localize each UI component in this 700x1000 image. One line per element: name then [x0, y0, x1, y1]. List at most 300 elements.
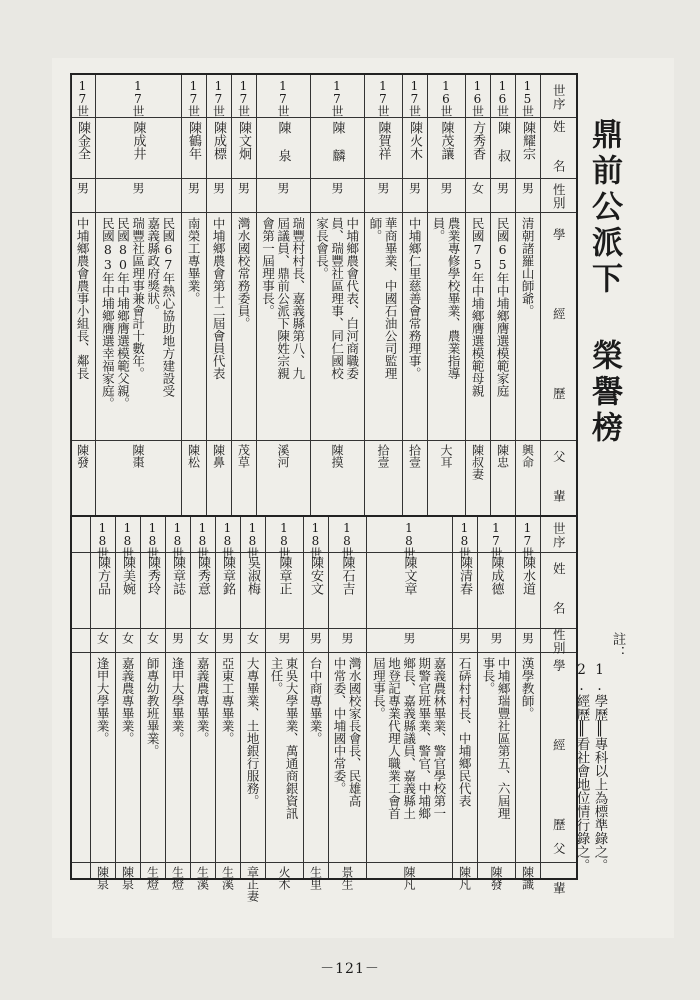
name-text: 陳方品: [95, 556, 110, 595]
father-text: 陳忠: [495, 444, 510, 468]
cell-sex: [265, 632, 303, 650]
sex-text: 男: [236, 182, 251, 194]
cell-experience: [515, 217, 540, 437]
cell-name: [165, 556, 190, 626]
name-text: 陳金全: [75, 121, 90, 160]
name-text: 陳 泉: [275, 121, 291, 162]
cell-sex: [452, 632, 477, 650]
cell-experience: [95, 217, 181, 437]
cell-gen: [402, 79, 427, 115]
cell-father: [140, 866, 165, 890]
cell-sex: [256, 182, 310, 210]
header-sex: [540, 182, 576, 210]
cell-name: [328, 556, 366, 626]
note-label: 註：: [609, 632, 626, 659]
cell-sex: [515, 182, 540, 210]
cell-sex: [364, 182, 402, 210]
experience-line: 灣水國校常務委員。: [236, 217, 252, 330]
experience-line: 逢甲大學畢業。: [95, 657, 111, 745]
cell-name: [515, 121, 540, 176]
cell-sex: [90, 632, 115, 650]
cell-experience: [90, 657, 115, 859]
name-text: 陳賀祥: [375, 121, 391, 160]
cell-gen: [140, 521, 165, 558]
cell-experience: [364, 217, 402, 437]
cell-gen: [452, 521, 477, 558]
cell-name: [190, 556, 215, 626]
header-gen: [540, 521, 576, 550]
father-text: 茂草: [236, 444, 251, 468]
cell-father: [402, 444, 427, 513]
gen-text: 17世: [520, 521, 535, 558]
cell-name: [452, 556, 477, 626]
gen-text: 18世: [220, 521, 235, 558]
cell-name: [256, 121, 310, 176]
experience-line: 嘉義農專畢業。: [195, 657, 211, 745]
sex-text: 男: [457, 632, 472, 644]
name-text: 陳秀玲: [145, 556, 160, 595]
page-title: 鼎前公派下 榮譽榜: [586, 118, 622, 447]
sex-text: 女: [245, 632, 260, 644]
cell-sex: [328, 632, 366, 650]
cell-experience: [310, 217, 364, 437]
name-text: 方秀香: [470, 121, 485, 160]
header-sex-label: 性別: [551, 627, 567, 655]
name-text: 陳秀意: [195, 556, 210, 595]
gen-text: 17世: [276, 79, 290, 116]
name-text: 陳美婉: [120, 556, 135, 595]
name-text: 陳茂讓: [438, 121, 454, 160]
sex-text: 男: [376, 182, 390, 194]
cell-father: [310, 444, 364, 513]
cell-experience: [190, 657, 215, 859]
sex-text: 女: [195, 632, 210, 644]
sex-text: 男: [220, 632, 235, 644]
cell-gen: [490, 79, 515, 115]
cell-experience: [402, 217, 427, 437]
father-text: 陳鼻: [211, 444, 226, 468]
cell-sex: [115, 632, 140, 650]
cell-gen: [70, 79, 95, 115]
name-text: 陳火木: [407, 121, 422, 160]
cell-experience: [265, 657, 303, 859]
father-text: 陳發: [489, 866, 503, 890]
experience-line: 華商畢業、中國石油公司監理: [383, 217, 399, 380]
row-divider: [72, 117, 576, 118]
name-text: 陳石吉: [339, 556, 355, 595]
name-text: 陳水道: [520, 556, 535, 595]
cell-father: [115, 866, 140, 890]
cell-gen: [115, 521, 140, 558]
cell-experience: [140, 657, 165, 859]
experience-line: 民國67年熱心協助地方建設受: [160, 217, 176, 397]
cell-father: [240, 866, 265, 902]
row-divider: [72, 440, 576, 441]
cell-experience: [328, 657, 366, 859]
sex-text: 男: [75, 182, 90, 194]
name-text: 陳文炯: [236, 121, 251, 160]
sex-text: 男: [520, 182, 535, 194]
cell-sex: [427, 182, 465, 210]
sex-text: 男: [402, 632, 416, 644]
cell-father: [190, 866, 215, 890]
experience-line: 南榮工專畢業。: [186, 217, 202, 305]
cell-gen: [206, 79, 231, 115]
note-line-1: 1.學歷║專科以上為標準錄之。: [591, 662, 608, 872]
father-text: 拾壹: [407, 444, 422, 468]
gen-text: 16世: [439, 79, 453, 116]
cell-father: [477, 866, 515, 890]
cell-name: [95, 121, 181, 176]
header-father: [540, 444, 576, 513]
gen-text: 18世: [308, 521, 323, 558]
cell-sex: [465, 182, 490, 210]
gen-text: 17世: [75, 79, 90, 116]
cell-name: [265, 556, 303, 626]
sex-text: 男: [170, 632, 185, 644]
cell-experience: [256, 217, 310, 437]
experience-line: 中埔鄉農會農事小組長、鄰長: [75, 217, 91, 380]
cell-experience: [206, 217, 231, 437]
gen-text: 17世: [186, 79, 201, 116]
cell-experience: [303, 657, 328, 859]
cell-sex: [303, 632, 328, 650]
sex-text: 男: [276, 182, 290, 194]
cell-name: [310, 121, 364, 176]
experience-line: 事長。: [481, 657, 496, 695]
header-name: [540, 556, 576, 626]
sex-text: 男: [489, 632, 503, 644]
cell-name: [70, 121, 95, 176]
experience-line: 民國83年中埔鄉膺選幸福家庭。: [100, 217, 116, 410]
father-text: 生燈: [170, 866, 185, 890]
header-gen-label: 世序: [551, 522, 567, 549]
name-text: 陳成德: [488, 556, 504, 595]
cell-sex: [181, 182, 206, 210]
name-text: 陳成井: [130, 121, 146, 160]
father-text: 火木: [277, 866, 291, 890]
name-text: 陳章正: [276, 556, 292, 595]
father-text: 拾壹: [376, 444, 390, 468]
father-text: 生溪: [195, 866, 210, 890]
cell-gen: [240, 521, 265, 558]
cell-experience: [427, 217, 465, 437]
cell-experience: [465, 217, 490, 437]
cell-father: [165, 866, 190, 890]
experience-line: 漢學教師。: [520, 657, 536, 720]
cell-gen: [165, 521, 190, 558]
experience-line: 亞東工專畢業。: [220, 657, 236, 745]
father-text: 陳棗: [131, 444, 145, 468]
gen-text: 16世: [495, 79, 510, 116]
gen-text: 18世: [245, 521, 260, 558]
gen-text: 18世: [120, 521, 135, 558]
header-father: [540, 842, 576, 900]
father-text: 陳泉: [120, 866, 135, 890]
cell-father: [452, 866, 477, 890]
name-text: 陳清春: [457, 556, 472, 595]
cell-sex: [206, 182, 231, 210]
gen-text: 18世: [340, 521, 354, 558]
cell-sex: [310, 182, 364, 210]
gen-text: 16世: [470, 79, 485, 116]
father-text: 陳發: [75, 444, 90, 468]
cell-father: [95, 444, 181, 513]
cell-experience: [70, 217, 95, 437]
cell-sex: [190, 632, 215, 650]
name-text: 陳文章: [401, 556, 417, 595]
sex-text: 男: [340, 632, 354, 644]
cell-gen: [95, 79, 181, 115]
cell-sex: [70, 182, 95, 210]
father-text: 景生: [340, 866, 354, 890]
header-sex: [540, 627, 576, 655]
cell-father: [256, 444, 310, 513]
cell-experience: [181, 217, 206, 437]
experience-line: 中埔鄉仁里慈善會常務理事。: [407, 217, 423, 380]
cell-father: [206, 444, 231, 513]
cell-sex: [477, 632, 515, 650]
experience-line: 師專幼教班畢業。: [145, 657, 161, 757]
father-text: 陳識: [520, 866, 535, 890]
cell-father: [215, 866, 240, 890]
sex-text: 男: [407, 182, 422, 194]
experience-line: 員。: [431, 217, 446, 242]
cell-name: [215, 556, 240, 626]
header-father-label: 父 輩: [551, 449, 567, 508]
experience-line: 屆理事長。: [371, 657, 387, 720]
cell-experience: [215, 657, 240, 859]
experience-line: 屆議員、鼎前公派下陳姓宗親: [275, 217, 291, 380]
cell-father: [364, 444, 402, 513]
cell-father: [465, 444, 490, 513]
experience-line: 鄉長、嘉義縣議員、嘉義縣土: [401, 657, 417, 820]
header-exp-label: 學 經 歷: [551, 659, 567, 857]
cell-gen: [215, 521, 240, 558]
gen-text: 17世: [236, 79, 251, 116]
cell-sex: [95, 182, 181, 210]
cell-experience: [452, 657, 477, 859]
sex-text: 女: [95, 632, 110, 644]
cell-experience: [115, 657, 140, 859]
sex-text: 女: [470, 182, 485, 194]
cell-name: [465, 121, 490, 176]
experience-line: 中埔鄉農會第十二屆會員代表: [211, 217, 227, 380]
cell-father: [231, 444, 256, 513]
cell-experience: [477, 657, 515, 859]
cell-experience: [231, 217, 256, 437]
cell-experience: [366, 657, 452, 859]
father-text: 生燈: [145, 866, 160, 890]
header-father-label: 父 輩: [551, 842, 567, 900]
cell-sex: [215, 632, 240, 650]
experience-line: 中埔鄉瑞豐社區第五、六屆理: [496, 657, 512, 820]
cell-gen: [231, 79, 256, 115]
father-text: 溪河: [276, 444, 290, 468]
experience-line: 會第一屆理事長。: [260, 217, 276, 317]
name-text: 陳 麟: [329, 121, 345, 162]
sex-text: 男: [277, 632, 291, 644]
cell-gen: [515, 79, 540, 115]
cell-name: [140, 556, 165, 626]
cell-gen: [303, 521, 328, 558]
cell-name: [231, 121, 256, 176]
cell-name: [364, 121, 402, 176]
cell-gen: [256, 79, 310, 115]
gen-text: 17世: [407, 79, 422, 116]
cell-father: [181, 444, 206, 513]
cell-father: [90, 866, 115, 890]
cell-sex: [140, 632, 165, 650]
cell-name: [402, 121, 427, 176]
sex-text: 女: [120, 632, 135, 644]
row-divider: [72, 652, 576, 653]
cell-father: [328, 866, 366, 890]
gen-text: 18世: [457, 521, 472, 558]
gen-text: 17世: [211, 79, 226, 116]
gen-text: 17世: [131, 79, 145, 116]
cell-sex: [366, 632, 452, 650]
experience-line: 台中商專畢業。: [308, 657, 324, 745]
experience-line: 瑞豐村村長、嘉義縣第八、九: [290, 217, 306, 380]
experience-line: 民國80年中埔鄉膺選模範父親。: [115, 217, 131, 410]
cell-name: [515, 556, 540, 626]
cell-name: [477, 556, 515, 626]
father-text: 陳摸: [330, 444, 344, 468]
cell-father: [515, 444, 540, 513]
cell-gen: [90, 521, 115, 558]
experience-line: 瑞豐社區理事兼會計十數年。: [130, 217, 146, 380]
sex-text: 男: [308, 632, 323, 644]
header-sex-label: 性別: [551, 182, 567, 210]
experience-line: 清朝諸羅山師爺。: [520, 217, 536, 317]
cell-name: [115, 556, 140, 626]
experience-line: 逢甲大學畢業。: [170, 657, 186, 745]
experience-line: 嘉義農林畢業、警官學校第一: [431, 657, 447, 820]
gen-text: 18世: [277, 521, 291, 558]
header-name: [540, 121, 576, 176]
cell-name: [206, 121, 231, 176]
sex-text: 男: [186, 182, 201, 194]
cell-name: [427, 121, 465, 176]
cell-father: [490, 444, 515, 513]
header-exp: [540, 656, 576, 860]
cell-experience: [490, 217, 515, 437]
half-divider: [72, 515, 576, 517]
cell-father: [303, 866, 328, 890]
cell-gen: [181, 79, 206, 115]
sex-text: 男: [131, 182, 145, 194]
cell-gen: [310, 79, 364, 115]
cell-name: [90, 556, 115, 626]
father-text: 陳凡: [402, 866, 416, 890]
cell-father: [265, 866, 303, 890]
row-divider: [72, 212, 576, 213]
cell-sex: [515, 632, 540, 650]
father-text: 生里: [308, 866, 323, 890]
sex-text: 男: [495, 182, 510, 194]
cell-gen: [265, 521, 303, 558]
header-gen-label: 世序: [551, 83, 567, 111]
name-text: 陳成標: [211, 121, 226, 160]
gen-text: 18世: [95, 521, 110, 558]
cell-father: [515, 866, 540, 890]
cell-gen: [366, 521, 452, 558]
experience-line: 嘉義農專畢業。: [120, 657, 136, 745]
experience-line: 民國75年中埔鄉膺選模範母親: [470, 217, 486, 397]
experience-line: 大專畢業、土地銀行服務。: [245, 657, 261, 807]
cell-sex: [165, 632, 190, 650]
experience-line: 師。: [368, 217, 383, 242]
cell-father: [366, 866, 452, 890]
gen-text: 17世: [330, 79, 344, 116]
cell-father: [70, 444, 95, 513]
cell-experience: [165, 657, 190, 859]
experience-line: 主任。: [269, 657, 284, 695]
cell-gen: [190, 521, 215, 558]
gen-text: 17世: [376, 79, 390, 116]
father-text: 興命: [520, 444, 535, 468]
cell-gen: [364, 79, 402, 115]
experience-line: 灣水國校家長會長、民雄高: [347, 657, 363, 807]
cell-gen: [477, 521, 515, 558]
cell-name: [490, 121, 515, 176]
father-text: 陳叔妻: [470, 444, 485, 480]
cell-gen: [465, 79, 490, 115]
cell-sex: [231, 182, 256, 210]
cell-sex: [402, 182, 427, 210]
sex-text: 男: [330, 182, 344, 194]
header-gen: [540, 79, 576, 115]
name-text: 陳章銘: [220, 556, 235, 595]
experience-line: 石硦村村長、中埔鄉民代表: [457, 657, 473, 807]
experience-line: 員、瑞豐社區理事、同仁國校: [329, 217, 345, 380]
cell-father: [427, 444, 465, 513]
cell-gen: [328, 521, 366, 558]
cell-gen: [427, 79, 465, 115]
experience-line: 東吳大學畢業、萬通商銀資訊: [284, 657, 300, 820]
experience-line: 家長會長。: [314, 217, 330, 280]
father-text: 陳松: [186, 444, 201, 468]
name-text: 陳章誌: [170, 556, 185, 595]
experience-line: 期警官班畢業、警官、中埔鄉: [416, 657, 432, 820]
cell-name: [366, 556, 452, 626]
father-text: 陳凡: [457, 866, 472, 890]
cell-experience: [240, 657, 265, 859]
sex-text: 男: [211, 182, 226, 194]
name-text: 陳鶴年: [186, 121, 201, 160]
experience-line: 中埔鄉農會代表、白河商職委: [344, 217, 360, 380]
header-name-label: 姓 名: [551, 119, 567, 178]
cell-name: [181, 121, 206, 176]
gen-text: 18世: [195, 521, 210, 558]
name-text: 吳淑梅: [245, 556, 260, 595]
header-name-label: 姓 名: [551, 562, 567, 620]
father-text: 大耳: [439, 444, 453, 468]
cell-sex: [490, 182, 515, 210]
cell-experience: [515, 657, 540, 859]
cell-name: [240, 556, 265, 626]
father-text: 陳泉: [95, 866, 110, 890]
cell-gen: [515, 521, 540, 558]
father-text: 章正妻: [245, 866, 260, 902]
note-line-2: 2.經歷║看社會地位情行錄之。: [573, 662, 590, 872]
row-divider: [72, 862, 576, 863]
cell-name: [303, 556, 328, 626]
experience-line: 民國65年中埔鄉膺選模範家庭: [495, 217, 511, 397]
row-divider: [72, 628, 576, 629]
sex-text: 男: [439, 182, 453, 194]
